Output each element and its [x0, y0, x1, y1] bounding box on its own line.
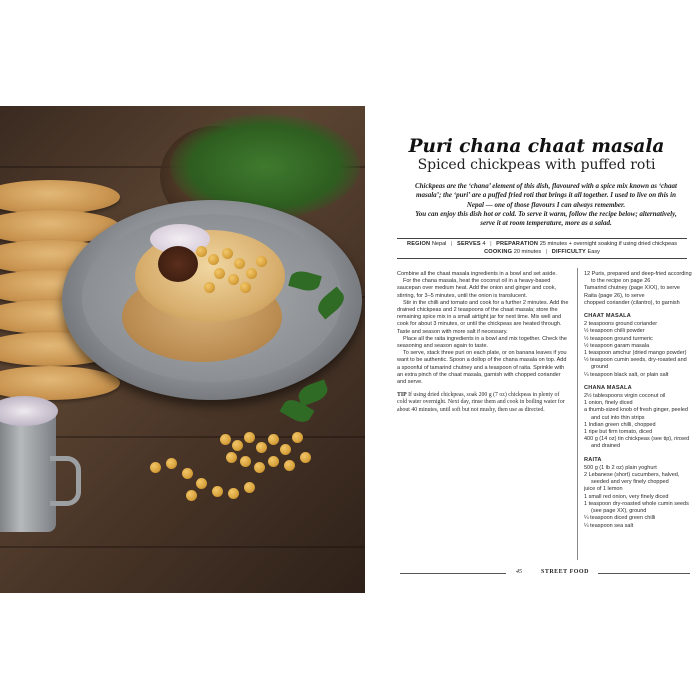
ingredients-chaat-masala	[584, 313, 694, 379]
ingredient: ¼ teaspoon black salt, or plain salt	[584, 371, 669, 378]
chickpea	[256, 442, 267, 453]
recipe-intro: Chickpeas are the ‘chana’ element of this dish, flavoured with a spice mix known as ‘chaat masala’; the ‘puri’ are a puffed fried roti that brings it all together. I used to live on this in Nepal — one of those flavours I can always remember.	[415, 182, 677, 209]
region-value: Nepal	[431, 241, 447, 247]
cooking-label: COOKING	[484, 249, 513, 255]
ingredient: a thumb-sized knob of fresh ginger, peeled and cut into thin strips	[584, 407, 688, 421]
chickpea	[196, 246, 207, 257]
tip-text: If using dried chickpeas, soak 200 g (7 oz) chickpeas in plenty of cold water overnight. Next day, rinse them and cook in boiling water for about 40 minutes, until soft but not mushy, then use as directed.	[397, 392, 565, 413]
ingredient: 1 Indian green chilli, chopped	[584, 421, 656, 428]
chickpea	[292, 432, 303, 443]
column-divider	[577, 268, 578, 560]
meta-top-rule	[397, 238, 687, 239]
preparation-label: PREPARATION	[496, 241, 539, 247]
chickpea	[256, 256, 267, 267]
recipe-photo	[0, 106, 365, 593]
ingredient: ¼ teaspoon diced green chilli	[584, 515, 656, 522]
chickpea	[226, 452, 237, 463]
ingredient: 2 Lebanese (short) cucumbers, halved, seeded and very finely chopped	[584, 472, 680, 486]
chickpea	[204, 282, 215, 293]
ingredient: 2 teaspoons ground coriander	[584, 321, 658, 328]
ingredient-heading: CHANA MASALA	[584, 384, 632, 391]
chickpea	[268, 456, 279, 467]
tamarind-chutney	[158, 246, 198, 282]
chickpea	[234, 258, 245, 269]
ingredient: ½ teaspoon ground turmeric	[584, 335, 653, 342]
chickpea	[300, 452, 311, 463]
raita-cup-handle	[50, 456, 81, 506]
chickpea	[214, 268, 225, 279]
serves-value: 4	[482, 241, 486, 247]
chickpea	[284, 460, 295, 471]
tip-label: TIP	[397, 392, 407, 399]
ingredient: 400 g (14 oz) tin chickpeas (see tip), rinsed and drained	[584, 436, 690, 450]
ingredient: ½ teaspoon cumin seeds, dry-roasted and ground	[584, 357, 687, 371]
ingredient-heading: CHAAT MASALA	[584, 313, 632, 320]
ingredient: 1 small red onion, very finely diced	[584, 493, 669, 500]
method-step: For the chana masala, heat the coconut oil in a heavy-based saucepan over medium heat. Add the onion and ginger and cook, stirring, for 3–5 minutes, until the onion is translucent.	[397, 278, 557, 299]
chickpea	[186, 490, 197, 501]
method-step: To serve, stack three puri on each plate, or on banana leaves if you want to be authentic. Spoon a dollop of the chana masala on top. Add a spoonful of tamarind chutney and a teaspoon of raita. Sprinkle with an extra pinch of the chaat masala, garnish with chopped coriander and serve.	[397, 350, 567, 386]
wood-grain	[0, 546, 365, 548]
ingredient: 2½ tablespoons virgin coconut oil	[584, 393, 666, 400]
region-label: REGION	[406, 241, 431, 247]
method-column	[397, 271, 569, 414]
chickpea	[220, 434, 231, 445]
ingredients-raita	[584, 457, 694, 530]
chickpea	[228, 274, 239, 285]
chickpea	[244, 482, 255, 493]
ingredient-heading: RAITA	[584, 456, 602, 463]
cooking-value: 20 minutes	[513, 249, 542, 255]
ingredients-chana-masala	[584, 385, 694, 451]
ingredient: 1 ripe but firm tomato, diced	[584, 429, 653, 436]
difficulty-value: Easy	[587, 249, 600, 255]
footer-rule-left	[400, 573, 506, 574]
chickpea	[232, 440, 243, 451]
chickpea	[268, 434, 279, 445]
chickpea	[228, 488, 239, 499]
method-step: Stir in the chilli and tomato and cook for a further 2 minutes. Add the drained chickpeas and 2 teaspoons of the chaat masala; store the remaining spice mix in a small airtight jar for next time. Mix well and cook for about 3 minutes, or until the chickpeas are heated through. Taste and season with more salt if necessary.	[397, 299, 569, 335]
ingredient: 500 g (1 lb 2 oz) plain yoghurt	[584, 464, 657, 471]
chickpea	[254, 462, 265, 473]
chickpea	[280, 444, 291, 455]
chickpea	[166, 458, 177, 469]
chickpea	[196, 478, 207, 489]
ingredient: ¼ teaspoon sea salt	[584, 522, 634, 529]
ingredient: Tamarind chutney (page XXX), to serve	[584, 285, 680, 292]
tip-box	[397, 392, 569, 414]
method-step: Combine all the chaat masala ingredients in a bowl and set aside.	[397, 271, 557, 277]
chickpea	[240, 282, 251, 293]
recipe-meta-line-1	[397, 240, 687, 248]
meta-separator: |	[490, 241, 492, 247]
meta-separator: |	[545, 249, 548, 255]
preparation-value: 25 minutes + overnight soaking if using dried chickpeas	[539, 241, 678, 247]
meta-bottom-rule	[397, 258, 687, 259]
chickpea	[222, 248, 233, 259]
difficulty-label: DIFFICULTY	[551, 249, 586, 255]
ingredients-column	[584, 271, 694, 536]
chickpea	[208, 254, 219, 265]
recipe-title: Puri chana chaat masala	[408, 136, 665, 157]
page-number: 45	[516, 569, 522, 575]
puri-stack	[0, 180, 120, 214]
section-name: STREET FOOD	[541, 569, 589, 575]
ingredient: juice of 1 lemon	[584, 486, 623, 493]
chickpea	[240, 456, 251, 467]
chickpea	[246, 268, 257, 279]
ingredient: Raita (page 26), to serve	[584, 292, 645, 299]
ingredient: chopped coriander (cilantro), to garnish	[584, 299, 680, 306]
ingredient: 1 onion, finely diced	[584, 400, 633, 407]
chickpea	[182, 468, 193, 479]
method-step: Place all the raita ingredients in a bowl and mix together. Check the seasoning and season again to taste.	[397, 335, 567, 350]
puri-stack	[0, 366, 120, 400]
ingredient: ½ teaspoon chilli powder	[584, 328, 645, 335]
ingredient: 1 teaspoon dry-roasted whole cumin seeds (see page XX), ground	[584, 500, 689, 515]
chickpea	[150, 462, 161, 473]
serves-label: SERVES	[457, 241, 481, 247]
ingredients-serving	[584, 271, 694, 307]
ingredient: 1 teaspoon amchur (dried mango powder)	[584, 350, 687, 357]
chickpea	[244, 432, 255, 443]
ingredient: ½ teaspoon garam masala	[584, 342, 650, 349]
ingredient: 12 Puris, prepared and deep-fried according to the recipe on page 26	[584, 271, 692, 285]
chickpea	[212, 486, 223, 497]
recipe-meta-line-2	[397, 248, 687, 256]
footer-rule-right	[598, 573, 690, 574]
recipe-subtitle: Spiced chickpeas with puffed roti	[417, 157, 656, 173]
meta-separator: |	[451, 241, 453, 247]
recipe-serving-note: You can enjoy this dish hot or cold. To serve it warm, follow the recipe below; alternatively, serve it at room temperature, more as a salad.	[415, 210, 677, 228]
